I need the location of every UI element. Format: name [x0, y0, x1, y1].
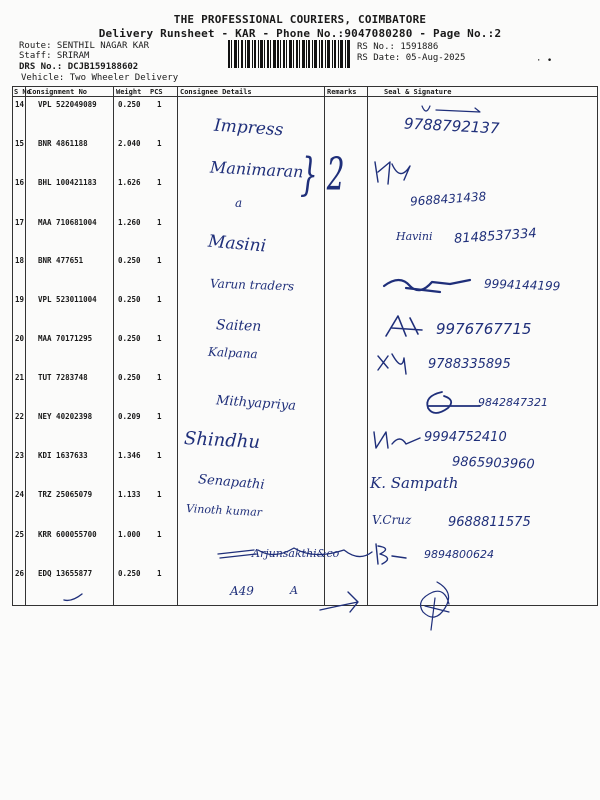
route-label: Route: SENTHIL NAGAR KAR — [19, 41, 150, 51]
col-consignment-header: Consignment No — [28, 88, 88, 96]
row-sno: 14 — [15, 100, 25, 109]
row-sno: 26 — [15, 569, 25, 578]
staff-label: Staff: SRIRAM — [19, 51, 90, 61]
column-divider — [25, 86, 26, 606]
col-seal-header: Seal & Signature — [384, 88, 452, 96]
row-sno: 21 — [15, 373, 25, 382]
row-sno: 15 — [15, 139, 25, 148]
column-divider — [113, 86, 114, 606]
barcode-icon — [228, 40, 350, 68]
handwritten-phone: 9894800624 — [424, 548, 494, 561]
signature-scribble-icon — [370, 152, 420, 192]
stray-mark: · • — [536, 56, 553, 66]
row-consignment: MAA 70171295 — [38, 334, 93, 343]
handwritten-bracket: } 2 — [300, 148, 345, 201]
signature-scribble-icon — [420, 100, 490, 120]
row-sno: 25 — [15, 530, 25, 539]
handwritten-signature: V.Cruz — [372, 513, 412, 527]
row-consignment: VPL 522049089 — [38, 100, 97, 109]
row-consignment: BNR 4861188 — [38, 139, 88, 148]
handwritten-mark: A — [290, 584, 298, 597]
check-mark-icon — [62, 592, 84, 604]
row-sno: 19 — [15, 295, 25, 304]
handwritten-phone: 9688811575 — [448, 515, 531, 530]
handwritten-consignee: Arjunsakthi&co — [252, 547, 340, 560]
company-name: THE PROFESSIONAL COURIERS, COIMBATORE — [173, 13, 427, 26]
signature-scribble-icon — [372, 540, 412, 568]
handwritten-consignee: Impress — [213, 115, 284, 141]
row-consignment: KRR 600055700 — [38, 530, 97, 539]
signature-scribble-icon — [382, 312, 432, 340]
signature-scribble-icon — [380, 270, 480, 300]
arrow-icon — [318, 588, 364, 616]
row-pcs: 1 — [157, 334, 162, 343]
row-consignment: MAA 710681004 — [38, 218, 97, 227]
row-weight: 1.000 — [118, 530, 141, 539]
col-remarks-header: Remarks — [327, 88, 357, 96]
vehicle-label: Vehicle: Two Wheeler Delivery — [21, 73, 179, 83]
row-pcs: 1 — [157, 100, 162, 109]
row-sno: 20 — [15, 334, 25, 343]
row-weight: 0.209 — [118, 412, 141, 421]
handwritten-phone: 9788792137 — [403, 114, 500, 138]
rs-date: RS Date: 05-Aug-2025 — [357, 53, 466, 63]
row-pcs: 1 — [157, 373, 162, 382]
handwritten-consignee: Masini — [207, 231, 267, 257]
handwritten-consignee: Saiten — [215, 317, 262, 335]
handwritten-consignee: Kalpana — [207, 344, 259, 362]
row-weight: 0.250 — [118, 373, 141, 382]
rs-number: RS No.: 1591886 — [357, 42, 439, 52]
strike-through-icon — [214, 540, 374, 570]
col-weight-header: Weight — [116, 88, 142, 96]
handwritten-phone: 8148537334 — [453, 226, 538, 247]
col-sno-header: S No — [14, 88, 31, 96]
row-weight: 0.250 — [118, 100, 141, 109]
handwritten-phone: 9688431438 — [409, 189, 487, 209]
handwritten-signature: K. Sampath — [370, 474, 459, 492]
row-pcs: 1 — [157, 451, 162, 460]
handwritten-consignee: Shindhu — [183, 428, 261, 453]
signature-scribble-icon — [370, 426, 424, 452]
row-consignment: EDQ 13655877 — [38, 569, 93, 578]
runsheet-subtitle: Delivery Runsheet - KAR - Phone No.:9047080280 - Page No.:2 — [98, 27, 502, 40]
handwritten-phone: 9976767715 — [436, 320, 532, 338]
row-pcs: 1 — [157, 256, 162, 265]
row-pcs: 1 — [157, 218, 162, 227]
row-consignment: NEY 40202398 — [38, 412, 93, 421]
drs-number: DRS No.: DCJB159188602 — [19, 62, 139, 72]
row-weight: 0.250 — [118, 295, 141, 304]
row-pcs: 1 — [157, 490, 162, 499]
row-consignment: TUT 7283748 — [38, 373, 88, 382]
row-consignment: BHL 100421183 — [38, 178, 97, 187]
row-sno: 18 — [15, 256, 25, 265]
row-consignment: VPL 523011004 — [38, 295, 97, 304]
handwritten-mark: a — [235, 196, 243, 210]
row-weight: 1.346 — [118, 451, 141, 460]
handwritten-phone: 9788335895 — [428, 357, 511, 372]
row-pcs: 1 — [157, 412, 162, 421]
handwritten-consignee: Vinoth kumar — [185, 502, 263, 519]
handwritten-consignee: Mithyapriya — [215, 393, 297, 414]
handwritten-phone: 9994144199 — [483, 276, 561, 294]
row-sno: 17 — [15, 218, 25, 227]
row-sno: 16 — [15, 178, 25, 187]
col-consignee-header: Consignee Details — [180, 88, 252, 96]
row-pcs: 1 — [157, 295, 162, 304]
row-sno: 24 — [15, 490, 25, 499]
row-weight: 2.040 — [118, 139, 141, 148]
handwritten-consignee: A49 — [230, 584, 254, 598]
row-consignment: TRZ 25065079 — [38, 490, 93, 499]
row-sno: 23 — [15, 451, 25, 460]
row-sno: 22 — [15, 412, 25, 421]
handwritten-phone: 9994752410 — [424, 430, 507, 445]
signature-scribble-icon — [420, 386, 490, 420]
handwritten-consignee: Manimaran — [209, 157, 304, 182]
row-weight: 0.250 — [118, 256, 141, 265]
row-pcs: 1 — [157, 139, 162, 148]
row-pcs: 1 — [157, 178, 162, 187]
column-divider — [367, 86, 368, 606]
row-pcs: 1 — [157, 530, 162, 539]
handwritten-signature: Havini — [396, 230, 433, 243]
handwritten-consignee: Varun traders — [209, 276, 295, 294]
row-weight: 0.250 — [118, 569, 141, 578]
header-divider — [12, 96, 598, 97]
row-weight: 1.133 — [118, 490, 141, 499]
col-pcs-header: PCS — [150, 88, 163, 96]
row-consignment: KDI 1637633 — [38, 451, 88, 460]
handwritten-phone: 9865903960 — [451, 454, 535, 473]
row-weight: 1.260 — [118, 218, 141, 227]
signature-scribble-icon — [374, 348, 414, 378]
signature-scribble-icon — [415, 578, 459, 634]
row-consignment: BNR 477651 — [38, 256, 84, 265]
row-weight: 1.626 — [118, 178, 141, 187]
row-pcs: 1 — [157, 569, 162, 578]
row-weight: 0.250 — [118, 334, 141, 343]
handwritten-consignee: Senapathi — [197, 472, 266, 493]
handwritten-phone: 9842847321 — [478, 396, 548, 409]
column-divider — [177, 86, 178, 606]
